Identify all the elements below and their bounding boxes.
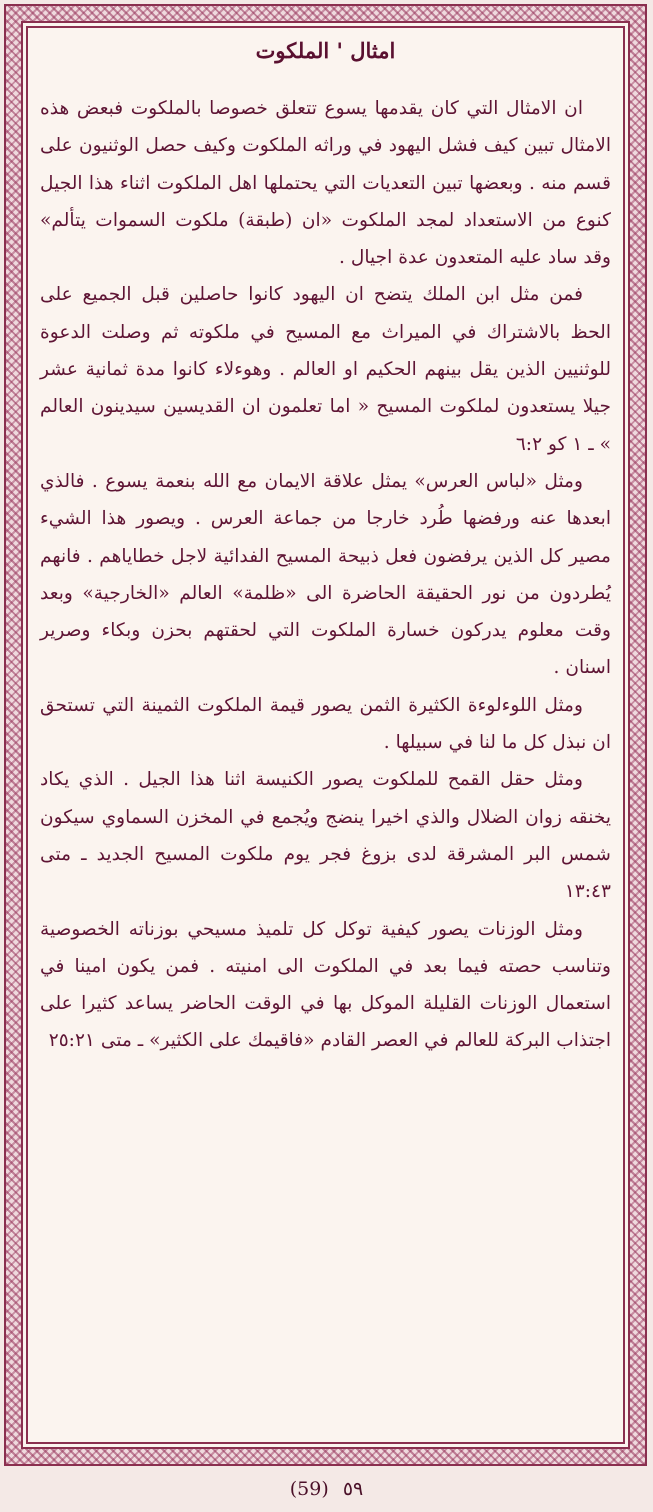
decorative-border [4,4,647,1466]
page-title: امثال ' الملكوت [255,38,396,63]
body-text [40,90,611,1060]
paragraph: ومثل «لباس العرس» يمثل علاقة الايمان مع الله بنعمة يسوع . فالذي ابعدها عنه ورفضها طُرد خارجا من جماعة العرس . ويصور هذا الشيء مصير كل الذين يرفضون فعل ذبيحة المسيح الفدائية لاجل خطاياهم . فانهم يُطردون من نور الحقيقة الحاضرة الى «ظلمة» العالم «الخارجية» وبعد وقت معلوم يدركون خسارة الملكوت التي لحقتهم بحزن وبكاء وصرير اسنان . [40,470,611,679]
page-number-latin: (59) [289,1478,329,1500]
paragraph: ومثل حقل القمح للملكوت يصور الكنيسة اثنا هذا الجيل . الذي يكاد يخنقه زوان الضلال والذي اخيرا ينضج ويُجمع في المخزن السماوي سيكون شمس البر المشرقة لدى بزوغ فجر يوم ملكوت المسيح الجديد ـ متى ١٣:٤٣ [40,769,611,903]
paragraph: ومثل الوزنات يصور كيفية توكل كل تلميذ مسيحي بوزناته الخصوصية وتناسب حصته فيما بعد في الملكوت الى امنيته . فمن يكون امينا في استعمال الوزنات القليلة الموكل بها في الوقت الحاضر يساعد كثيرا على اجتذاب البركة للعالم في العصر القادم «فاقيمك على الكثير» ـ متى ٢٥:٢١ [40,918,611,1052]
page-number [0,1478,653,1500]
paragraph: فمن مثل ابن الملك يتضح ان اليهود كانوا حاصلين قبل الجميع على الحظ بالاشتراك في الميراث مع المسيح في ملكوته ثم وصلت الدعوة للوثنيين الذين يقل بينهم الحكيم او العالم . وهوءلاء كانوا مدة ثمانية عشر جيلا يستعدون لملكوت المسيح « اما تعلمون ان القديسين سيدينون العالم » ـ ١ كو ٦:٢ [40,284,611,455]
paragraph: ان الامثال التي كان يقدمها يسوع تتعلق خصوصا بالملكوت فبعض هذه الامثال تبين كيف فشل اليهود في وراثه الملكوت وكيف حصل الوثنيون على قسم منه . وبعضها تبين التعديات التي يحتملها اهل الملكوت اثناء هذا الجيل كنوع من الاستعداد لمجد الملكوت «ان (طبقة) ملكوت السموات يتألم» وقد ساد عليه المتعدون عدة اجيال . [40,98,611,269]
text-panel [26,26,625,1444]
paragraph: ومثل اللوءلوءة الكثيرة الثمن يصور قيمة الملكوت الثمينة التي تستحق ان نبذل كل ما لنا في سبيلها . [40,694,611,754]
page-number-arabic: ٥٩ [342,1478,364,1500]
